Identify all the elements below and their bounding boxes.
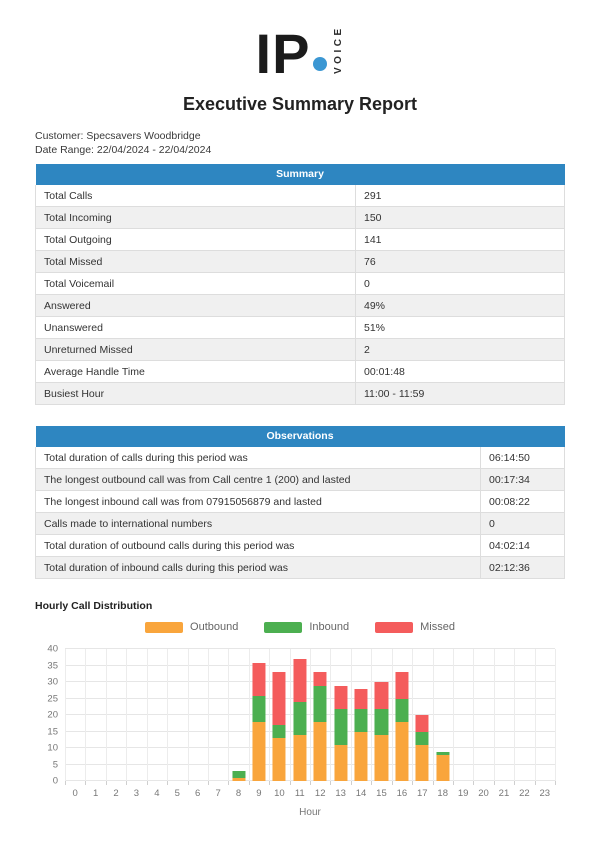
bar-slot-hour-10 — [269, 649, 289, 781]
x-axis-tick-mark — [269, 781, 270, 785]
bar-segment-inbound — [416, 732, 429, 745]
row-label: Unreturned Missed — [36, 339, 356, 361]
bar-segment-missed — [395, 672, 408, 698]
x-axis-tick-mark — [65, 781, 66, 785]
y-axis-tick-label: 5 — [52, 759, 58, 771]
x-axis-tick-mark — [310, 781, 311, 785]
bar-segment-outbound — [232, 778, 245, 781]
legend-item-missed — [375, 621, 455, 633]
bar-segment-outbound — [436, 755, 449, 781]
legend-swatch-missed — [375, 622, 413, 633]
y-axis-tick-label: 0 — [52, 775, 58, 787]
bar-segment-missed — [355, 689, 368, 709]
legend-swatch-outbound — [145, 622, 183, 633]
bar-segment-outbound — [293, 735, 306, 781]
bar-segment-outbound — [375, 735, 388, 781]
row-value: 06:14:50 — [481, 447, 565, 469]
table-row — [36, 469, 565, 491]
date-range-line: Date Range: 22/04/2024 - 22/04/2024 — [35, 144, 212, 157]
x-axis-tick-label: 3 — [133, 788, 140, 800]
table-row — [36, 383, 565, 405]
bar-slot-hour-12 — [310, 649, 330, 781]
gridline — [555, 649, 556, 781]
table-row — [36, 361, 565, 383]
y-axis-tick-label: 25 — [47, 693, 58, 705]
bar-segment-inbound — [232, 771, 245, 778]
chart-area — [35, 641, 565, 847]
y-axis-tick-label: 30 — [47, 676, 58, 688]
x-axis-tick-label: 21 — [498, 788, 510, 800]
row-label: Total Outgoing — [36, 229, 356, 251]
table-row — [36, 557, 565, 579]
x-axis-tick-label: 8 — [235, 788, 242, 800]
table-row — [36, 295, 565, 317]
bar-segment-inbound — [273, 725, 286, 738]
customer-line: Customer: Specsavers Woodbridge — [35, 130, 201, 142]
row-label: Total Incoming — [36, 207, 356, 229]
table-row — [36, 185, 565, 207]
x-axis-tick-label: 23 — [539, 788, 551, 800]
table-row — [36, 447, 565, 469]
x-axis-tick-label: 16 — [396, 788, 408, 800]
x-axis-tick-label: 9 — [256, 788, 262, 800]
bar-slot-hour-0 — [65, 649, 85, 781]
bar-stack-hour-10 — [273, 672, 286, 781]
bar-stack-hour-9 — [252, 663, 265, 782]
row-label: Total duration of inbound calls during this period was — [36, 557, 481, 579]
x-axis-tick-mark — [85, 781, 86, 785]
row-label: Total Calls — [36, 185, 356, 207]
bar-slot-hour-13 — [330, 649, 350, 781]
x-axis-tick-label: 12 — [314, 788, 326, 800]
bar-slot-hour-15 — [371, 649, 391, 781]
bar-stack-hour-14 — [355, 689, 368, 781]
x-axis-tick-mark — [514, 781, 515, 785]
x-axis-tick-mark — [433, 781, 434, 785]
bar-segment-outbound — [395, 722, 408, 781]
bar-slot-hour-21 — [494, 649, 514, 781]
table-row — [36, 535, 565, 557]
y-axis-tick-label: 40 — [47, 643, 58, 655]
bar-stack-hour-11 — [293, 659, 306, 781]
row-label: Calls made to international numbers — [36, 513, 481, 535]
x-axis-tick-label: 7 — [215, 788, 221, 800]
x-axis-tick-mark — [453, 781, 454, 785]
legend-swatch-inbound — [264, 622, 302, 633]
row-value: 49% — [356, 295, 565, 317]
x-axis-tick-mark — [208, 781, 209, 785]
bar-stack-hour-15 — [375, 682, 388, 781]
bar-segment-missed — [416, 715, 429, 732]
logo — [35, 21, 565, 85]
bar-stack-hour-12 — [314, 672, 327, 781]
x-axis-tick-label: 2 — [113, 788, 119, 800]
bar-segment-missed — [314, 672, 327, 685]
bar-slot-hour-3 — [126, 649, 146, 781]
x-axis-tick-mark — [147, 781, 148, 785]
row-value: 02:12:36 — [481, 557, 565, 579]
table-row — [36, 251, 565, 273]
row-value: 00:17:34 — [481, 469, 565, 491]
bar-stack-hour-13 — [334, 686, 347, 782]
bar-segment-missed — [334, 686, 347, 709]
row-value: 11:00 - 11:59 — [356, 383, 565, 405]
bar-stack-hour-18 — [436, 752, 449, 782]
bar-slot-hour-11 — [290, 649, 310, 781]
bar-slot-hour-22 — [514, 649, 534, 781]
x-axis-tick-label: 18 — [437, 788, 448, 800]
legend-label: Inbound — [309, 621, 350, 634]
bar-segment-missed — [273, 672, 286, 725]
bar-segment-inbound — [395, 699, 408, 722]
table-row — [36, 339, 565, 361]
summary-header: Summary — [36, 164, 565, 185]
x-axis-tick-label: 0 — [72, 788, 78, 800]
row-label: Total Voicemail — [36, 273, 356, 295]
x-axis-tick-mark — [555, 781, 556, 785]
summary-table — [35, 163, 565, 405]
x-axis-tick-mark — [535, 781, 536, 785]
row-value: 76 — [356, 251, 565, 273]
bar-stack-hour-8 — [232, 771, 245, 781]
bar-segment-missed — [252, 663, 265, 696]
x-axis-tick-mark — [494, 781, 495, 785]
bar-segment-outbound — [355, 732, 368, 782]
x-axis-tick-label: 22 — [519, 788, 530, 800]
x-axis-tick-mark — [392, 781, 393, 785]
table-row — [36, 491, 565, 513]
x-axis-tick-mark — [412, 781, 413, 785]
bar-segment-inbound — [293, 702, 306, 735]
x-axis-tick-label: 14 — [355, 788, 367, 800]
table-row — [36, 317, 565, 339]
observations-table — [35, 425, 565, 579]
bar-segment-outbound — [252, 722, 265, 781]
row-value: 04:02:14 — [481, 535, 565, 557]
legend-label: Missed — [420, 621, 455, 634]
page-title: Executive Summary Report — [182, 94, 418, 114]
x-axis-tick-label: 4 — [154, 788, 160, 800]
x-axis-tick-mark — [351, 781, 352, 785]
row-value: 291 — [356, 185, 565, 207]
bar-segment-outbound — [416, 745, 429, 781]
bar-slot-hour-8 — [228, 649, 248, 781]
bar-segment-outbound — [273, 738, 286, 781]
bar-slot-hour-6 — [188, 649, 208, 781]
table-row — [36, 229, 565, 251]
x-axis-tick-mark — [249, 781, 250, 785]
observations-table-body — [36, 447, 565, 579]
bar-segment-inbound — [314, 686, 327, 722]
x-axis-tick-mark — [126, 781, 127, 785]
y-axis-tick-label: 35 — [47, 660, 58, 672]
row-label: Total Missed — [36, 251, 356, 273]
table-row — [36, 513, 565, 535]
chart-plot — [47, 643, 555, 819]
chart-title: Hourly Call Distribution — [35, 600, 153, 613]
row-label: Unanswered — [36, 317, 356, 339]
bar-slot-hour-9 — [249, 649, 269, 781]
bar-stack-hour-17 — [416, 715, 429, 781]
bar-slot-hour-17 — [412, 649, 432, 781]
x-axis-tick-label: 13 — [335, 788, 346, 800]
row-value: 51% — [356, 317, 565, 339]
bar-slot-hour-14 — [351, 649, 371, 781]
x-axis-tick-label: 5 — [174, 788, 180, 800]
bar-slot-hour-2 — [106, 649, 126, 781]
x-axis-tick-label: 10 — [274, 788, 285, 800]
row-value: 2 — [356, 339, 565, 361]
logo-dot-icon — [313, 57, 327, 71]
row-value: 0 — [481, 513, 565, 535]
legend-item-outbound — [145, 621, 238, 633]
x-axis-tick-mark — [228, 781, 229, 785]
legend-item-inbound — [264, 621, 349, 633]
x-axis-tick-label: 17 — [416, 788, 428, 800]
summary-table-body — [36, 185, 565, 405]
logo-ip-text: IP — [256, 27, 328, 80]
x-axis-tick-mark — [290, 781, 291, 785]
bar-slot-hour-20 — [473, 649, 493, 781]
bar-slot-hour-5 — [167, 649, 187, 781]
bar-segment-inbound — [375, 709, 388, 735]
row-label: The longest inbound call was from 07915056879 and lasted — [36, 491, 481, 513]
x-axis-tick-mark — [473, 781, 474, 785]
x-axis-title: Hour — [299, 807, 321, 819]
bar-segment-inbound — [334, 709, 347, 745]
x-axis-tick-label: 20 — [478, 788, 489, 800]
row-value: 0 — [356, 273, 565, 295]
y-axis-tick-label: 15 — [47, 726, 58, 738]
bar-slot-hour-23 — [535, 649, 555, 781]
report-meta — [35, 129, 565, 157]
row-label: Answered — [36, 295, 356, 317]
table-row — [36, 207, 565, 229]
bar-segment-missed — [375, 682, 388, 708]
bar-slot-hour-4 — [147, 649, 167, 781]
legend-label: Outbound — [190, 621, 239, 634]
x-axis-tick-mark — [106, 781, 107, 785]
bar-segment-outbound — [334, 745, 347, 781]
y-axis-tick-label: 10 — [47, 742, 58, 754]
row-value: 00:08:22 — [481, 491, 565, 513]
bar-stack-hour-16 — [395, 672, 408, 781]
row-label: The longest outbound call was from Call centre 1 (200) and lasted — [36, 469, 481, 491]
row-label: Total duration of calls during this period was — [36, 447, 481, 469]
bar-segment-inbound — [355, 709, 368, 732]
chart-legend — [35, 621, 565, 633]
y-axis-tick-label: 20 — [47, 709, 58, 721]
bar-segment-inbound — [252, 696, 265, 722]
bar-slot-hour-16 — [392, 649, 412, 781]
row-label: Busiest Hour — [36, 383, 356, 405]
row-value: 00:01:48 — [356, 361, 565, 383]
x-axis-tick-mark — [371, 781, 372, 785]
bar-slot-hour-18 — [433, 649, 453, 781]
row-label: Total duration of outbound calls during this period was — [36, 535, 481, 557]
bar-segment-missed — [293, 659, 306, 702]
x-axis-tick-label: 1 — [92, 788, 99, 800]
x-axis-tick-label: 15 — [376, 788, 387, 800]
row-label: Average Handle Time — [36, 361, 356, 383]
x-axis-tick-label: 19 — [457, 788, 469, 800]
hourly-call-distribution-chart — [35, 600, 565, 847]
x-axis-tick-label: 6 — [195, 788, 201, 800]
x-axis-tick-label: 11 — [294, 788, 305, 800]
table-row — [36, 273, 565, 295]
x-axis-tick-mark — [188, 781, 189, 785]
observations-header: Observations — [36, 426, 565, 447]
row-value: 150 — [356, 207, 565, 229]
bar-slot-hour-1 — [85, 649, 105, 781]
bar-segment-outbound — [314, 722, 327, 781]
logo-voice-text: VOICE — [333, 25, 345, 74]
row-value: 141 — [356, 229, 565, 251]
bar-slot-hour-19 — [453, 649, 473, 781]
bar-slot-hour-7 — [208, 649, 228, 781]
x-axis-tick-mark — [167, 781, 168, 785]
x-axis-tick-mark — [330, 781, 331, 785]
